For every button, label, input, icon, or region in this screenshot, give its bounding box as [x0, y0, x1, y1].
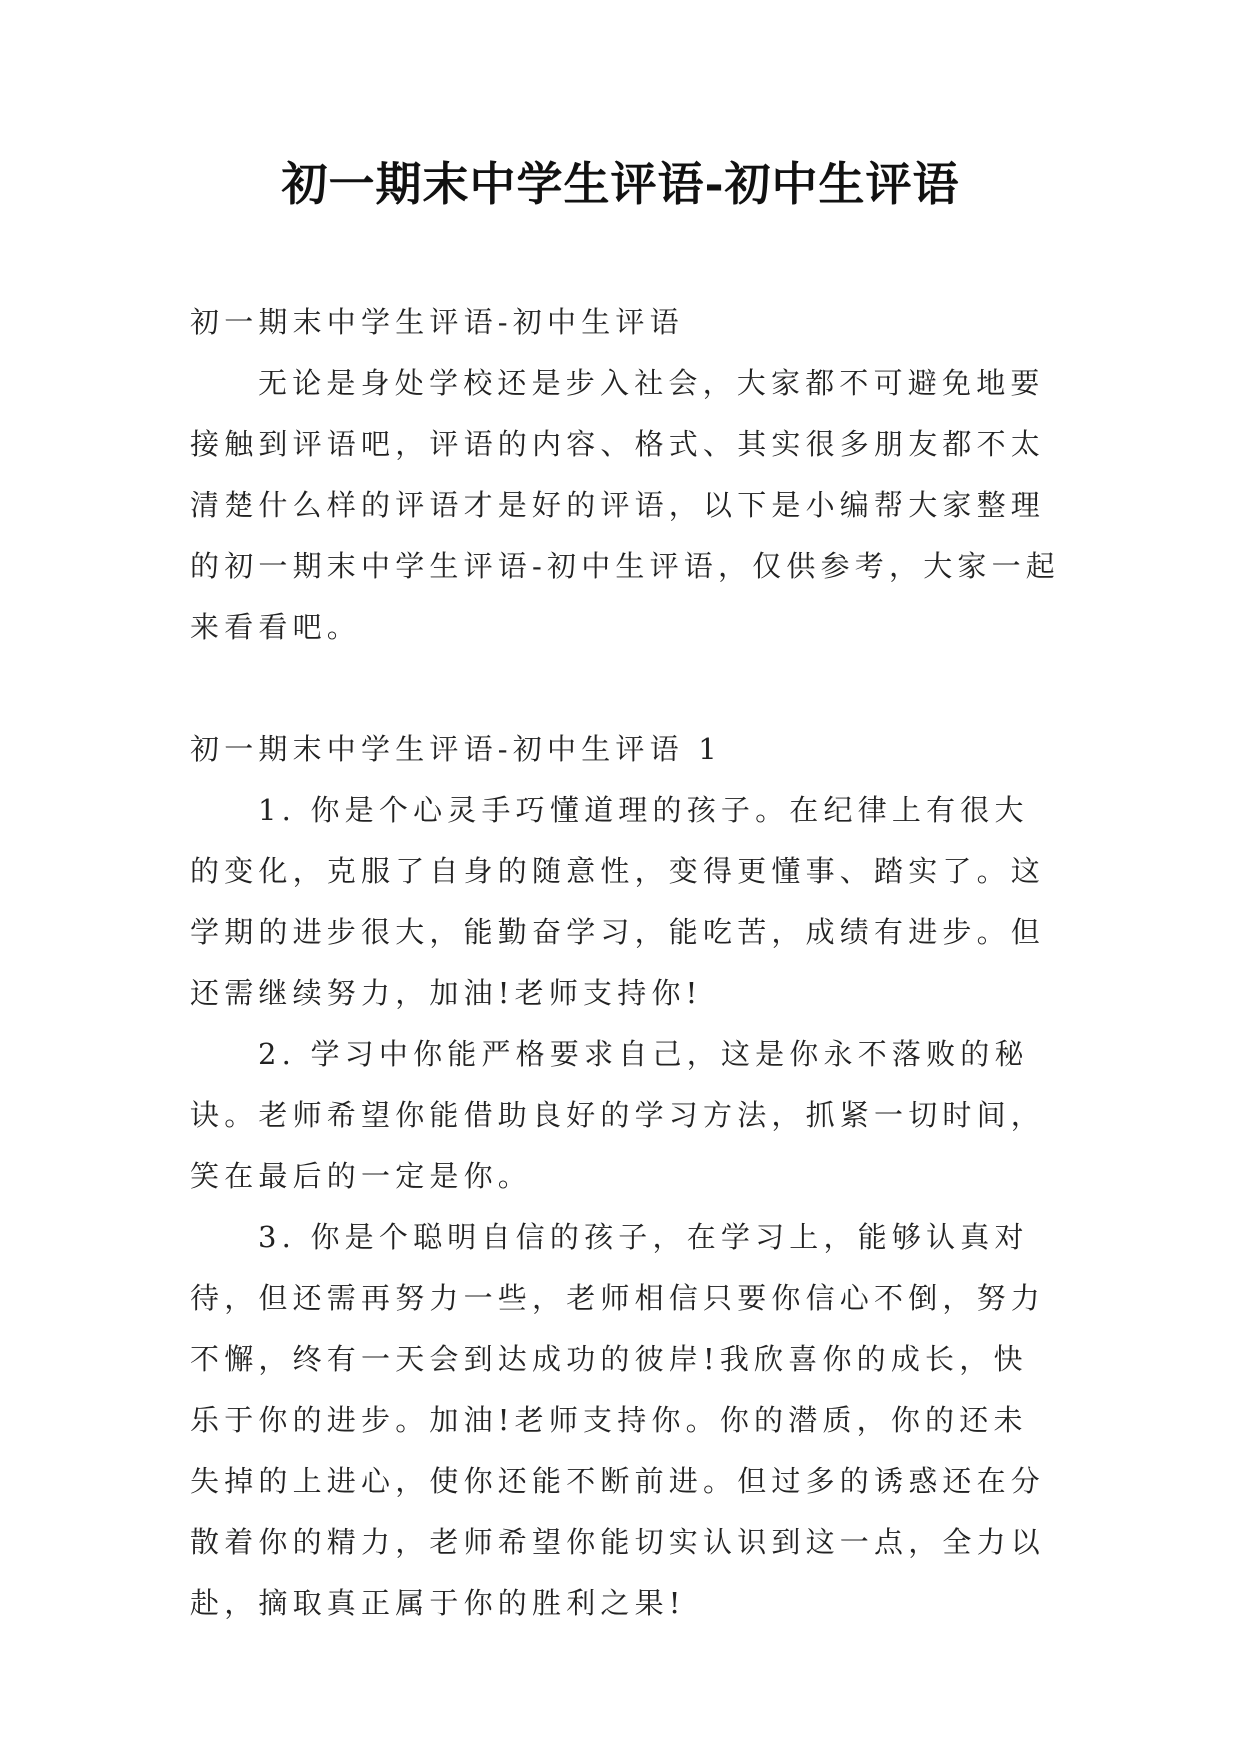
comment-item-3: 3. 你是个聪明自信的孩子，在学习上，能够认真对待，但还需再努力一些，老师相信只要你信心不倒，努力不懈，终有一天会到达成功的彼岸!我欣喜你的成长，快乐于你的进步。加油!老师支持你。你的潜质，你的还未失掉的上进心，使你还能不断前进。但过多的诱惑还在分散着你的精力，老师希望你能切实认识到这一点，全力以赴，摘取真正属于你的胜利之果!: [190, 1220, 1046, 1620]
comment-item-1: 1. 你是个心灵手巧懂道理的孩子。在纪律上有很大的变化，克服了自身的随意性，变得更懂事、踏实了。这学期的进步很大，能勤奋学习，能吃苦，成绩有进步。但还需继续努力，加油!老师支持你!: [190, 793, 1046, 1010]
intro-heading: 初一期末中学生评语-初中生评语: [190, 305, 684, 339]
comment-item-2: 2. 学习中你能严格要求自己，这是你永不落败的秘诀。老师希望你能借助良好的学习方法，抓紧一切时间，笑在最后的一定是你。: [190, 1037, 1046, 1193]
document-title: 初一期末中学生评语-初中生评语: [281, 157, 960, 211]
document-body: [190, 292, 1060, 1634]
section-heading: 初一期末中学生评语-初中生评语 1: [190, 732, 722, 766]
intro-paragraph: 无论是身处学校还是步入社会，大家都不可避免地要接触到评语吧，评语的内容、格式、其实很多朋友都不太清楚什么样的评语才是好的评语，以下是小编帮大家整理的初一期末中学生评语-初中生评语，仅供参考，大家一起来看看吧。: [190, 366, 1060, 644]
